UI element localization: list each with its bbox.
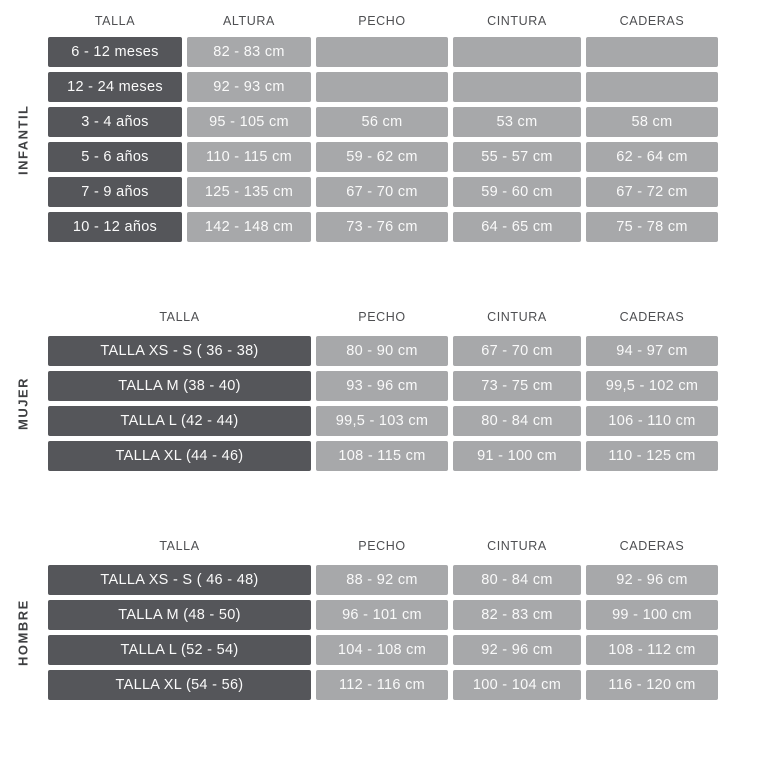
column-header-caderas: CADERAS	[619, 14, 685, 28]
size-section-mujer	[15, 298, 718, 471]
measurement-cell: 88 - 92 cm	[316, 565, 448, 595]
size-label-cell: 10 - 12 años	[48, 212, 182, 242]
size-label-cell: 3 - 4 años	[48, 107, 182, 137]
size-label-cell: 5 - 6 años	[48, 142, 182, 172]
column-header-cintura: CINTURA	[487, 310, 547, 324]
measurement-cell: 99,5 - 103 cm	[316, 406, 448, 436]
measurement-cell: 116 - 120 cm	[586, 670, 718, 700]
size-label-cell: 6 - 12 meses	[48, 37, 182, 67]
measurement-cell: 64 - 65 cm	[453, 212, 581, 242]
size-label-cell: TALLA XL (44 - 46)	[48, 441, 311, 471]
measurement-cell: 80 - 84 cm	[453, 565, 581, 595]
size-label-cell: 12 - 24 meses	[48, 72, 182, 102]
measurement-cell	[316, 37, 448, 67]
size-table-infantil	[48, 5, 718, 242]
measurement-cell: 53 cm	[453, 107, 581, 137]
measurement-cell: 112 - 116 cm	[316, 670, 448, 700]
measurement-cell: 108 - 112 cm	[586, 635, 718, 665]
measurement-cell: 110 - 115 cm	[187, 142, 311, 172]
table-body	[48, 37, 718, 242]
measurement-cell: 82 - 83 cm	[187, 37, 311, 67]
measurement-cell: 80 - 90 cm	[316, 336, 448, 366]
measurement-cell: 142 - 148 cm	[187, 212, 311, 242]
table-header-row	[48, 5, 718, 37]
table-header-row	[48, 298, 718, 336]
measurement-cell: 56 cm	[316, 107, 448, 137]
table-body	[48, 565, 718, 700]
column-header-pecho: PECHO	[358, 14, 406, 28]
measurement-cell: 92 - 96 cm	[453, 635, 581, 665]
measurement-cell: 108 - 115 cm	[316, 441, 448, 471]
column-header-talla: TALLA	[94, 14, 136, 28]
table-header-row	[48, 527, 718, 565]
measurement-cell: 104 - 108 cm	[316, 635, 448, 665]
column-header-cintura: CINTURA	[487, 539, 547, 553]
column-header-pecho: PECHO	[358, 310, 406, 324]
measurement-cell	[453, 37, 581, 67]
measurement-cell: 93 - 96 cm	[316, 371, 448, 401]
measurement-cell	[586, 72, 718, 102]
size-label-cell: TALLA M (38 - 40)	[48, 371, 311, 401]
measurement-cell: 125 - 135 cm	[187, 177, 311, 207]
measurement-cell: 62 - 64 cm	[586, 142, 718, 172]
size-label-cell: TALLA L (42 - 44)	[48, 406, 311, 436]
measurement-cell: 67 - 70 cm	[453, 336, 581, 366]
measurement-cell: 95 - 105 cm	[187, 107, 311, 137]
measurement-cell: 99,5 - 102 cm	[586, 371, 718, 401]
measurement-cell: 94 - 97 cm	[586, 336, 718, 366]
column-header-talla: TALLA	[159, 310, 200, 324]
column-header-altura: ALTURA	[223, 14, 275, 28]
measurement-cell: 80 - 84 cm	[453, 406, 581, 436]
measurement-cell: 58 cm	[586, 107, 718, 137]
size-section-infantil	[15, 5, 718, 242]
measurement-cell: 91 - 100 cm	[453, 441, 581, 471]
column-header-pecho: PECHO	[358, 539, 406, 553]
size-section-hombre	[15, 527, 718, 700]
size-label-cell: TALLA XS - S ( 46 - 48)	[48, 565, 311, 595]
measurement-cell: 67 - 70 cm	[316, 177, 448, 207]
size-label-cell: TALLA L (52 - 54)	[48, 635, 311, 665]
column-header-caderas: CADERAS	[619, 310, 685, 324]
column-header-caderas: CADERAS	[619, 539, 685, 553]
size-table-mujer	[48, 298, 718, 471]
size-label-cell: TALLA XL (54 - 56)	[48, 670, 311, 700]
measurement-cell: 73 - 76 cm	[316, 212, 448, 242]
measurement-cell	[586, 37, 718, 67]
size-label-cell: TALLA M (48 - 50)	[48, 600, 311, 630]
measurement-cell: 96 - 101 cm	[316, 600, 448, 630]
measurement-cell: 110 - 125 cm	[586, 441, 718, 471]
size-label-cell: 7 - 9 años	[48, 177, 182, 207]
measurement-cell: 67 - 72 cm	[586, 177, 718, 207]
measurement-cell: 75 - 78 cm	[586, 212, 718, 242]
section-label-infantil: INFANTIL	[15, 104, 31, 175]
measurement-cell: 59 - 62 cm	[316, 142, 448, 172]
column-header-talla: TALLA	[159, 539, 200, 553]
column-header-cintura: CINTURA	[487, 14, 547, 28]
measurement-cell: 99 - 100 cm	[586, 600, 718, 630]
measurement-cell: 73 - 75 cm	[453, 371, 581, 401]
measurement-cell: 92 - 93 cm	[187, 72, 311, 102]
measurement-cell: 100 - 104 cm	[453, 670, 581, 700]
table-body	[48, 336, 718, 471]
measurement-cell	[316, 72, 448, 102]
measurement-cell: 92 - 96 cm	[586, 565, 718, 595]
measurement-cell: 55 - 57 cm	[453, 142, 581, 172]
measurement-cell	[453, 72, 581, 102]
measurement-cell: 106 - 110 cm	[586, 406, 718, 436]
section-label-mujer: MUJER	[15, 377, 31, 431]
size-table-hombre	[48, 527, 718, 700]
section-label-hombre: HOMBRE	[15, 599, 31, 666]
measurement-cell: 59 - 60 cm	[453, 177, 581, 207]
size-label-cell: TALLA XS - S ( 36 - 38)	[48, 336, 311, 366]
measurement-cell: 82 - 83 cm	[453, 600, 581, 630]
